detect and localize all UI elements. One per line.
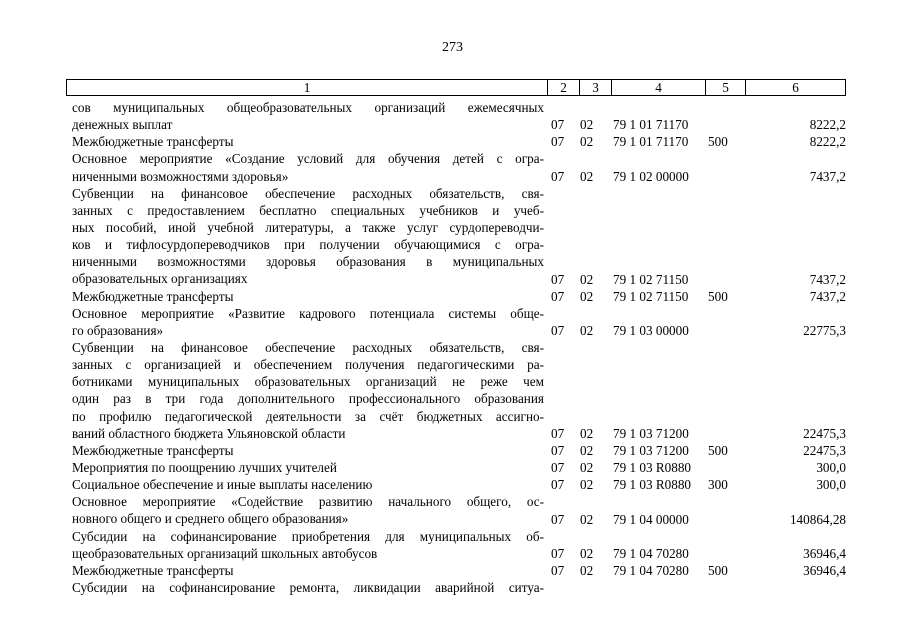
expense-type-code: 500 [708,442,728,458]
target-article-code: 79 1 03 71200 [613,425,689,441]
section-code: 07 [551,271,565,287]
header-col-3: 3 [579,80,611,95]
subsection-code: 02 [580,271,594,287]
row-description-line: Субвенции на финансовое обеспечение расходных обязательств, свя- [72,185,544,201]
target-article-code: 79 1 03 R0880 [613,477,692,493]
section-code: 07 [551,460,565,476]
target-article-code: 79 1 01 71170 [613,117,689,133]
expense-type-code: 500 [708,134,728,150]
section-code: 07 [551,477,565,493]
subsection-code: 02 [580,117,594,133]
section-code: 07 [551,425,565,441]
row-description-line: один раз в три года дополнительного профессионального образования [72,391,544,407]
row-description-line: новного общего и среднего общего образования» [72,511,349,527]
row-description-line: Основное мероприятие «Содействие развитию начального общего, ос- [72,494,544,510]
target-article-code: 79 1 03 71200 [613,442,689,458]
row-description-line: занных с предоставлением бесплатно специальных учебников и учеб- [72,202,544,218]
amount: 7437,2 [809,288,846,304]
amount: 7437,2 [809,271,846,287]
expense-type-code: 500 [708,288,728,304]
amount: 140864,28 [789,511,846,527]
table-row [0,185,905,288]
row-description-line: по профилю педагогической деятельности за счёт бюджетных ассигно- [72,408,544,424]
section-code: 07 [551,117,565,133]
row-description-line: Субсидии на софинансирование приобретения для муниципальных об- [72,528,544,544]
section-code: 07 [551,511,565,527]
row-description-line: го образования» [72,322,164,338]
amount: 22475,3 [803,442,846,458]
table-row [0,442,905,459]
row-description-line: ниченными возможностями здоровья образования в муниципальных [72,254,544,270]
table-row [0,288,905,305]
section-code: 07 [551,168,565,184]
row-description-line: ваний областного бюджета Ульяновской области [72,425,346,441]
row-description-line: Межбюджетные трансферты [72,134,234,150]
row-description-line: сов муниципальных общеобразовательных организаций ежемесячных [72,100,544,115]
section-code: 07 [551,134,565,150]
row-description-line: ков и тифлосурдопереводчиков при получении обучающимися с огра- [72,237,544,253]
row-description-line: денежных выплат [72,117,173,133]
header-col-1: 1 [303,80,311,95]
subsection-code: 02 [580,460,594,476]
table-header-row [66,79,846,96]
header-col-5: 5 [705,80,745,95]
subsection-code: 02 [580,425,594,441]
header-col-2: 2 [547,80,579,95]
table-row [0,339,905,442]
subsection-code: 02 [580,134,594,150]
row-description-line: Социальное обеспечение и иные выплаты населению [72,477,373,493]
amount: 36946,4 [803,562,846,578]
amount: 36946,4 [803,545,846,561]
table-row [0,493,905,527]
table-row [0,99,905,133]
table-row [0,133,905,150]
section-code: 07 [551,562,565,578]
table-row [0,459,905,476]
row-description-line: щеобразовательных организаций школьных автобусов [72,545,378,561]
table-row [0,562,905,579]
row-description-line: образовательных организациях [72,271,248,287]
target-article-code: 79 1 02 00000 [613,168,689,184]
target-article-code: 79 1 03 R0880 [613,460,692,476]
amount: 7437,2 [809,168,846,184]
header-col-6: 6 [745,80,845,95]
target-article-code: 79 1 04 70280 [613,562,689,578]
row-description-line: Основное мероприятие «Создание условий для обучения детей с огра- [72,151,544,167]
subsection-code: 02 [580,168,594,184]
target-article-code: 79 1 03 00000 [613,322,689,338]
subsection-code: 02 [580,442,594,458]
expense-type-code: 500 [708,562,728,578]
amount: 300,0 [816,460,846,476]
table-row [0,150,905,184]
subsection-code: 02 [580,477,594,493]
table-row [0,528,905,562]
target-article-code: 79 1 04 00000 [613,511,689,527]
subsection-code: 02 [580,511,594,527]
subsection-code: 02 [580,562,594,578]
row-description-line: Основное мероприятие «Развитие кадрового потенциала системы обще- [72,305,544,321]
table-row [0,305,905,339]
target-article-code: 79 1 02 71150 [613,288,689,304]
row-description-line: ботниками муниципальных образовательных организаций не реже чем [72,374,544,390]
page-number: 273 [442,40,463,55]
row-description-line: ниченными возможностями здоровья» [72,168,289,184]
subsection-code: 02 [580,322,594,338]
amount: 22475,3 [803,425,846,441]
table-body [0,99,905,596]
section-code: 07 [551,322,565,338]
table-row [0,579,905,596]
amount: 8222,2 [809,117,846,133]
table-row [0,476,905,493]
section-code: 07 [551,545,565,561]
target-article-code: 79 1 02 71150 [613,271,689,287]
row-description-line: занных с организацией и обеспечением получения педагогическими ра- [72,357,544,373]
subsection-code: 02 [580,288,594,304]
row-description-line: Мероприятия по поощрению лучших учителей [72,459,337,475]
target-article-code: 79 1 04 70280 [613,545,689,561]
amount: 22775,3 [803,322,846,338]
row-description-line: Межбюджетные трансферты [72,562,234,578]
section-code: 07 [551,288,565,304]
subsection-code: 02 [580,545,594,561]
section-code: 07 [551,442,565,458]
row-description-line: Субсидии на софинансирование ремонта, ликвидации аварийной ситуа- [72,579,544,595]
row-description-line: Межбюджетные трансферты [72,442,234,458]
header-col-4: 4 [611,80,705,95]
row-description-line: Межбюджетные трансферты [72,288,234,304]
amount: 8222,2 [809,134,846,150]
expense-type-code: 300 [708,477,728,493]
row-description-line: Субвенции на финансовое обеспечение расходных обязательств, свя- [72,339,544,355]
row-description-line: ных пособий, иной учебной литературы, а также услуг сурдопереводчи- [72,219,544,235]
target-article-code: 79 1 01 71170 [613,134,689,150]
amount: 300,0 [816,477,846,493]
